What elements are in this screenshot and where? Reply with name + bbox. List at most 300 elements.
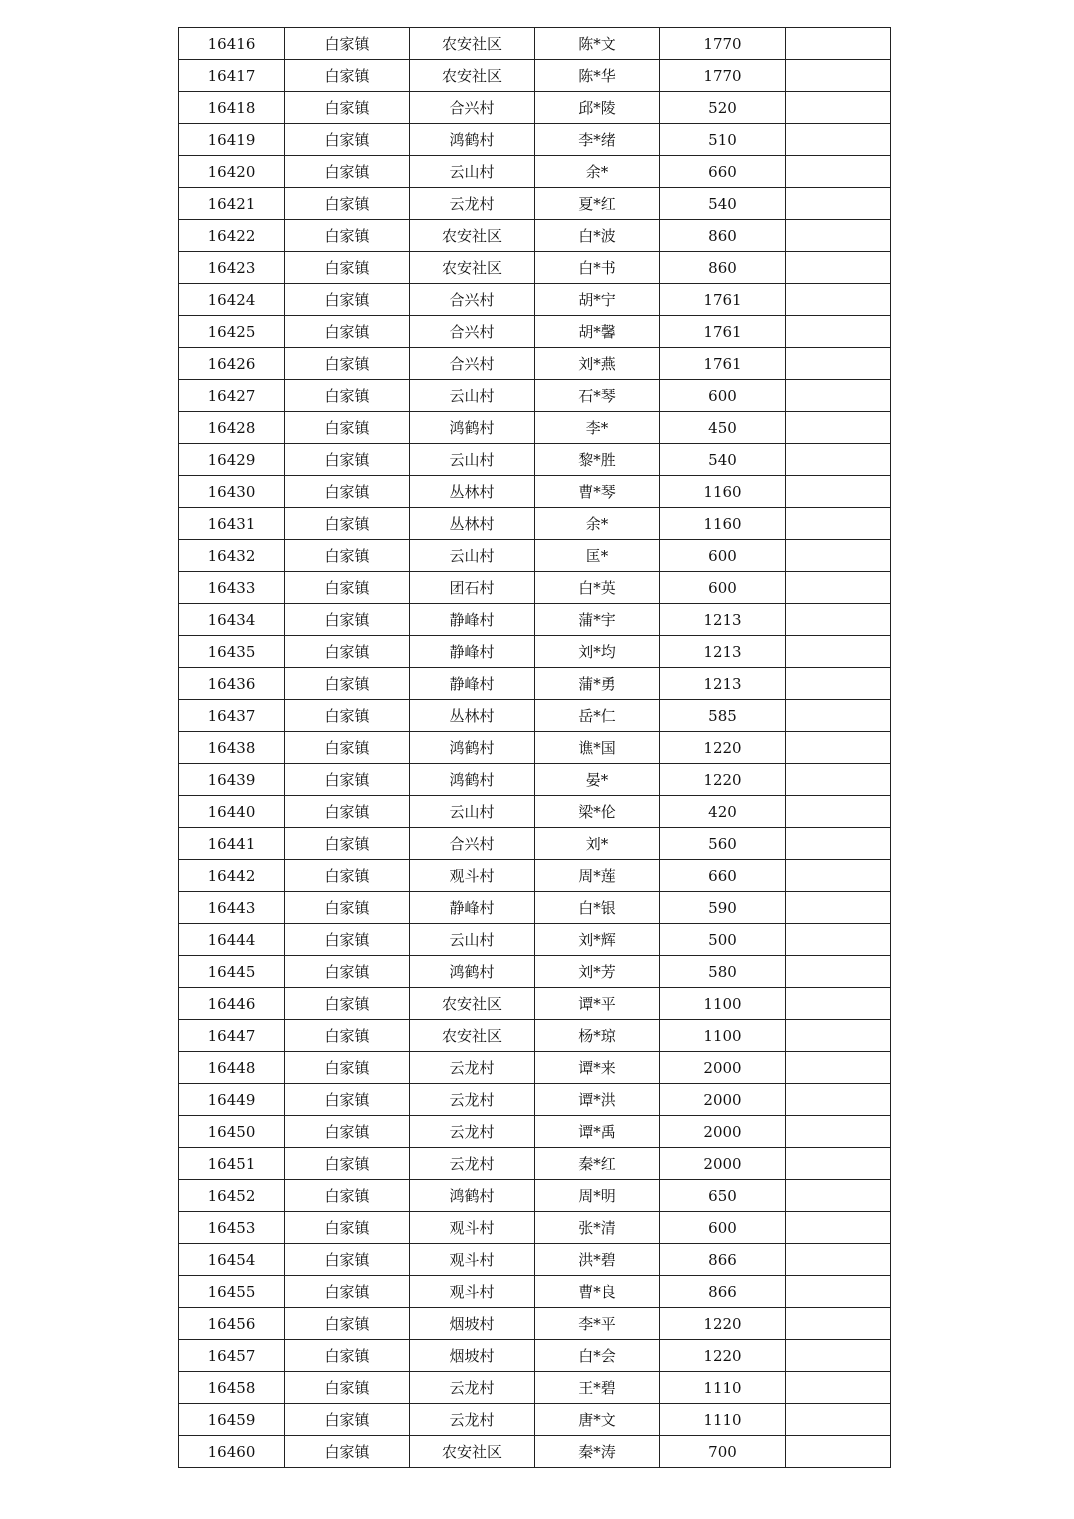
- amount-cell: 1100: [660, 988, 786, 1020]
- remark-cell: [786, 1308, 891, 1340]
- town-cell: 白家镇: [285, 252, 410, 284]
- row-number-cell: 16443: [179, 892, 285, 924]
- table-row: [179, 316, 891, 348]
- amount-cell: 860: [660, 252, 786, 284]
- row-number-cell: 16454: [179, 1244, 285, 1276]
- amount-cell: 1110: [660, 1404, 786, 1436]
- amount-cell: 1761: [660, 316, 786, 348]
- village-cell: 农安社区: [410, 1436, 535, 1468]
- name-cell: 白*银: [535, 892, 660, 924]
- village-cell: 农安社区: [410, 252, 535, 284]
- village-cell: 农安社区: [410, 988, 535, 1020]
- town-cell: 白家镇: [285, 60, 410, 92]
- amount-cell: 540: [660, 444, 786, 476]
- remark-cell: [786, 668, 891, 700]
- table-row: [179, 572, 891, 604]
- table-row: [179, 796, 891, 828]
- village-cell: 农安社区: [410, 60, 535, 92]
- remark-cell: [786, 348, 891, 380]
- town-cell: 白家镇: [285, 700, 410, 732]
- village-cell: 鸿鹤村: [410, 764, 535, 796]
- table-row: [179, 1340, 891, 1372]
- amount-cell: 580: [660, 956, 786, 988]
- table-row: [179, 1052, 891, 1084]
- village-cell: 静峰村: [410, 892, 535, 924]
- remark-cell: [786, 28, 891, 60]
- amount-cell: 600: [660, 380, 786, 412]
- amount-cell: 866: [660, 1244, 786, 1276]
- village-cell: 合兴村: [410, 284, 535, 316]
- village-cell: 观斗村: [410, 860, 535, 892]
- row-number-cell: 16423: [179, 252, 285, 284]
- town-cell: 白家镇: [285, 1436, 410, 1468]
- village-cell: 云龙村: [410, 1052, 535, 1084]
- table-row: [179, 1020, 891, 1052]
- row-number-cell: 16416: [179, 28, 285, 60]
- town-cell: 白家镇: [285, 540, 410, 572]
- name-cell: 白*英: [535, 572, 660, 604]
- name-cell: 周*明: [535, 1180, 660, 1212]
- remark-cell: [786, 572, 891, 604]
- name-cell: 曹*琴: [535, 476, 660, 508]
- name-cell: 李*: [535, 412, 660, 444]
- name-cell: 晏*: [535, 764, 660, 796]
- village-cell: 静峰村: [410, 636, 535, 668]
- row-number-cell: 16436: [179, 668, 285, 700]
- amount-cell: 2000: [660, 1116, 786, 1148]
- amount-cell: 1213: [660, 668, 786, 700]
- table-row: [179, 1244, 891, 1276]
- remark-cell: [786, 1116, 891, 1148]
- name-cell: 白*波: [535, 220, 660, 252]
- table-row: [179, 156, 891, 188]
- row-number-cell: 16456: [179, 1308, 285, 1340]
- town-cell: 白家镇: [285, 956, 410, 988]
- row-number-cell: 16442: [179, 860, 285, 892]
- row-number-cell: 16424: [179, 284, 285, 316]
- remark-cell: [786, 444, 891, 476]
- table-row: [179, 348, 891, 380]
- remark-cell: [786, 956, 891, 988]
- remark-cell: [786, 1404, 891, 1436]
- row-number-cell: 16425: [179, 316, 285, 348]
- town-cell: 白家镇: [285, 732, 410, 764]
- data-table: [178, 27, 891, 1468]
- village-cell: 农安社区: [410, 28, 535, 60]
- amount-cell: 2000: [660, 1052, 786, 1084]
- name-cell: 余*: [535, 156, 660, 188]
- name-cell: 匡*: [535, 540, 660, 572]
- row-number-cell: 16427: [179, 380, 285, 412]
- name-cell: 夏*红: [535, 188, 660, 220]
- row-number-cell: 16452: [179, 1180, 285, 1212]
- remark-cell: [786, 124, 891, 156]
- village-cell: 观斗村: [410, 1212, 535, 1244]
- village-cell: 丛林村: [410, 476, 535, 508]
- town-cell: 白家镇: [285, 1084, 410, 1116]
- town-cell: 白家镇: [285, 92, 410, 124]
- remark-cell: [786, 284, 891, 316]
- name-cell: 李*平: [535, 1308, 660, 1340]
- amount-cell: 1110: [660, 1372, 786, 1404]
- town-cell: 白家镇: [285, 604, 410, 636]
- name-cell: 周*莲: [535, 860, 660, 892]
- town-cell: 白家镇: [285, 1372, 410, 1404]
- name-cell: 唐*文: [535, 1404, 660, 1436]
- town-cell: 白家镇: [285, 1212, 410, 1244]
- row-number-cell: 16437: [179, 700, 285, 732]
- amount-cell: 520: [660, 92, 786, 124]
- village-cell: 观斗村: [410, 1244, 535, 1276]
- village-cell: 云龙村: [410, 1148, 535, 1180]
- table-row: [179, 1212, 891, 1244]
- name-cell: 余*: [535, 508, 660, 540]
- table-row: [179, 924, 891, 956]
- amount-cell: 1770: [660, 60, 786, 92]
- town-cell: 白家镇: [285, 1020, 410, 1052]
- town-cell: 白家镇: [285, 348, 410, 380]
- row-number-cell: 16428: [179, 412, 285, 444]
- row-number-cell: 16451: [179, 1148, 285, 1180]
- name-cell: 蒲*宇: [535, 604, 660, 636]
- remark-cell: [786, 252, 891, 284]
- name-cell: 刘*辉: [535, 924, 660, 956]
- remark-cell: [786, 92, 891, 124]
- remark-cell: [786, 796, 891, 828]
- remark-cell: [786, 700, 891, 732]
- table-row: [179, 284, 891, 316]
- town-cell: 白家镇: [285, 828, 410, 860]
- town-cell: 白家镇: [285, 796, 410, 828]
- table-row: [179, 1436, 891, 1468]
- remark-cell: [786, 1052, 891, 1084]
- table-row: [179, 188, 891, 220]
- town-cell: 白家镇: [285, 476, 410, 508]
- amount-cell: 585: [660, 700, 786, 732]
- amount-cell: 1213: [660, 604, 786, 636]
- name-cell: 刘*: [535, 828, 660, 860]
- name-cell: 胡*馨: [535, 316, 660, 348]
- row-number-cell: 16426: [179, 348, 285, 380]
- name-cell: 白*书: [535, 252, 660, 284]
- row-number-cell: 16419: [179, 124, 285, 156]
- name-cell: 岳*仁: [535, 700, 660, 732]
- amount-cell: 1100: [660, 1020, 786, 1052]
- remark-cell: [786, 828, 891, 860]
- table-row: [179, 700, 891, 732]
- amount-cell: 500: [660, 924, 786, 956]
- village-cell: 合兴村: [410, 316, 535, 348]
- table-row: [179, 28, 891, 60]
- remark-cell: [786, 636, 891, 668]
- name-cell: 谭*禹: [535, 1116, 660, 1148]
- name-cell: 谭*洪: [535, 1084, 660, 1116]
- remark-cell: [786, 1148, 891, 1180]
- amount-cell: 2000: [660, 1148, 786, 1180]
- name-cell: 黎*胜: [535, 444, 660, 476]
- town-cell: 白家镇: [285, 124, 410, 156]
- amount-cell: 1160: [660, 508, 786, 540]
- table-row: [179, 828, 891, 860]
- name-cell: 曹*良: [535, 1276, 660, 1308]
- row-number-cell: 16459: [179, 1404, 285, 1436]
- remark-cell: [786, 892, 891, 924]
- table-row: [179, 540, 891, 572]
- row-number-cell: 16429: [179, 444, 285, 476]
- remark-cell: [786, 732, 891, 764]
- amount-cell: 860: [660, 220, 786, 252]
- name-cell: 白*会: [535, 1340, 660, 1372]
- name-cell: 谯*国: [535, 732, 660, 764]
- town-cell: 白家镇: [285, 892, 410, 924]
- row-number-cell: 16431: [179, 508, 285, 540]
- remark-cell: [786, 1372, 891, 1404]
- remark-cell: [786, 1212, 891, 1244]
- table-row: [179, 1276, 891, 1308]
- amount-cell: 420: [660, 796, 786, 828]
- name-cell: 王*碧: [535, 1372, 660, 1404]
- remark-cell: [786, 508, 891, 540]
- amount-cell: 1220: [660, 1308, 786, 1340]
- row-number-cell: 16434: [179, 604, 285, 636]
- town-cell: 白家镇: [285, 380, 410, 412]
- amount-cell: 510: [660, 124, 786, 156]
- town-cell: 白家镇: [285, 924, 410, 956]
- village-cell: 合兴村: [410, 828, 535, 860]
- row-number-cell: 16450: [179, 1116, 285, 1148]
- table-row: [179, 1148, 891, 1180]
- table-row: [179, 220, 891, 252]
- amount-cell: 650: [660, 1180, 786, 1212]
- table-row: [179, 604, 891, 636]
- town-cell: 白家镇: [285, 444, 410, 476]
- town-cell: 白家镇: [285, 1180, 410, 1212]
- remark-cell: [786, 60, 891, 92]
- village-cell: 鸿鹤村: [410, 412, 535, 444]
- row-number-cell: 16440: [179, 796, 285, 828]
- table-row: [179, 1116, 891, 1148]
- remark-cell: [786, 316, 891, 348]
- row-number-cell: 16418: [179, 92, 285, 124]
- village-cell: 云龙村: [410, 1372, 535, 1404]
- row-number-cell: 16432: [179, 540, 285, 572]
- village-cell: 农安社区: [410, 220, 535, 252]
- row-number-cell: 16420: [179, 156, 285, 188]
- remark-cell: [786, 1340, 891, 1372]
- table-row: [179, 92, 891, 124]
- remark-cell: [786, 1276, 891, 1308]
- village-cell: 云山村: [410, 540, 535, 572]
- town-cell: 白家镇: [285, 284, 410, 316]
- name-cell: 谭*平: [535, 988, 660, 1020]
- table-row: [179, 252, 891, 284]
- table-row: [179, 988, 891, 1020]
- table-row: [179, 764, 891, 796]
- remark-cell: [786, 860, 891, 892]
- remark-cell: [786, 924, 891, 956]
- amount-cell: 2000: [660, 1084, 786, 1116]
- amount-cell: 700: [660, 1436, 786, 1468]
- village-cell: 云龙村: [410, 188, 535, 220]
- town-cell: 白家镇: [285, 1148, 410, 1180]
- village-cell: 云山村: [410, 380, 535, 412]
- amount-cell: 1160: [660, 476, 786, 508]
- name-cell: 刘*芳: [535, 956, 660, 988]
- amount-cell: 1761: [660, 284, 786, 316]
- row-number-cell: 16430: [179, 476, 285, 508]
- name-cell: 陈*华: [535, 60, 660, 92]
- remark-cell: [786, 476, 891, 508]
- amount-cell: 600: [660, 540, 786, 572]
- amount-cell: 590: [660, 892, 786, 924]
- town-cell: 白家镇: [285, 1308, 410, 1340]
- table-row: [179, 956, 891, 988]
- town-cell: 白家镇: [285, 572, 410, 604]
- row-number-cell: 16446: [179, 988, 285, 1020]
- name-cell: 李*绪: [535, 124, 660, 156]
- village-cell: 云山村: [410, 444, 535, 476]
- village-cell: 农安社区: [410, 1020, 535, 1052]
- village-cell: 静峰村: [410, 668, 535, 700]
- row-number-cell: 16444: [179, 924, 285, 956]
- village-cell: 烟坡村: [410, 1308, 535, 1340]
- amount-cell: 1761: [660, 348, 786, 380]
- table-row: [179, 1372, 891, 1404]
- amount-cell: 1213: [660, 636, 786, 668]
- village-cell: 云山村: [410, 796, 535, 828]
- remark-cell: [786, 540, 891, 572]
- town-cell: 白家镇: [285, 220, 410, 252]
- table-row: [179, 60, 891, 92]
- row-number-cell: 16458: [179, 1372, 285, 1404]
- village-cell: 云龙村: [410, 1404, 535, 1436]
- table-row: [179, 124, 891, 156]
- table-row: [179, 1404, 891, 1436]
- village-cell: 鸿鹤村: [410, 956, 535, 988]
- row-number-cell: 16439: [179, 764, 285, 796]
- remark-cell: [786, 604, 891, 636]
- table-row: [179, 380, 891, 412]
- amount-cell: 600: [660, 1212, 786, 1244]
- row-number-cell: 16449: [179, 1084, 285, 1116]
- village-cell: 云龙村: [410, 1116, 535, 1148]
- town-cell: 白家镇: [285, 1340, 410, 1372]
- name-cell: 梁*伦: [535, 796, 660, 828]
- remark-cell: [786, 764, 891, 796]
- row-number-cell: 16422: [179, 220, 285, 252]
- village-cell: 云山村: [410, 924, 535, 956]
- remark-cell: [786, 1020, 891, 1052]
- town-cell: 白家镇: [285, 1116, 410, 1148]
- remark-cell: [786, 220, 891, 252]
- town-cell: 白家镇: [285, 860, 410, 892]
- village-cell: 合兴村: [410, 348, 535, 380]
- row-number-cell: 16453: [179, 1212, 285, 1244]
- town-cell: 白家镇: [285, 1276, 410, 1308]
- row-number-cell: 16445: [179, 956, 285, 988]
- name-cell: 邱*陵: [535, 92, 660, 124]
- table-row: [179, 1084, 891, 1116]
- village-cell: 鸿鹤村: [410, 1180, 535, 1212]
- village-cell: 丛林村: [410, 508, 535, 540]
- village-cell: 烟坡村: [410, 1340, 535, 1372]
- table-row: [179, 732, 891, 764]
- amount-cell: 450: [660, 412, 786, 444]
- remark-cell: [786, 1180, 891, 1212]
- remark-cell: [786, 156, 891, 188]
- village-cell: 观斗村: [410, 1276, 535, 1308]
- row-number-cell: 16417: [179, 60, 285, 92]
- town-cell: 白家镇: [285, 508, 410, 540]
- name-cell: 胡*宁: [535, 284, 660, 316]
- village-cell: 云龙村: [410, 1084, 535, 1116]
- amount-cell: 660: [660, 860, 786, 892]
- town-cell: 白家镇: [285, 636, 410, 668]
- town-cell: 白家镇: [285, 988, 410, 1020]
- amount-cell: 660: [660, 156, 786, 188]
- village-cell: 鸿鹤村: [410, 124, 535, 156]
- amount-cell: 540: [660, 188, 786, 220]
- row-number-cell: 16447: [179, 1020, 285, 1052]
- town-cell: 白家镇: [285, 316, 410, 348]
- amount-cell: 1220: [660, 764, 786, 796]
- village-cell: 静峰村: [410, 604, 535, 636]
- name-cell: 秦*涛: [535, 1436, 660, 1468]
- remark-cell: [786, 380, 891, 412]
- town-cell: 白家镇: [285, 28, 410, 60]
- town-cell: 白家镇: [285, 1404, 410, 1436]
- table-row: [179, 860, 891, 892]
- name-cell: 杨*琼: [535, 1020, 660, 1052]
- table-row: [179, 668, 891, 700]
- town-cell: 白家镇: [285, 156, 410, 188]
- row-number-cell: 16438: [179, 732, 285, 764]
- village-cell: 丛林村: [410, 700, 535, 732]
- table-row: [179, 1308, 891, 1340]
- row-number-cell: 16435: [179, 636, 285, 668]
- table-row: [179, 444, 891, 476]
- row-number-cell: 16460: [179, 1436, 285, 1468]
- amount-cell: 1770: [660, 28, 786, 60]
- amount-cell: 1220: [660, 732, 786, 764]
- name-cell: 洪*碧: [535, 1244, 660, 1276]
- row-number-cell: 16433: [179, 572, 285, 604]
- name-cell: 刘*均: [535, 636, 660, 668]
- row-number-cell: 16448: [179, 1052, 285, 1084]
- table-body: [179, 28, 891, 1468]
- town-cell: 白家镇: [285, 188, 410, 220]
- village-cell: 鸿鹤村: [410, 732, 535, 764]
- row-number-cell: 16457: [179, 1340, 285, 1372]
- name-cell: 陈*文: [535, 28, 660, 60]
- remark-cell: [786, 188, 891, 220]
- name-cell: 刘*燕: [535, 348, 660, 380]
- amount-cell: 866: [660, 1276, 786, 1308]
- amount-cell: 1220: [660, 1340, 786, 1372]
- remark-cell: [786, 1244, 891, 1276]
- name-cell: 蒲*勇: [535, 668, 660, 700]
- table-row: [179, 508, 891, 540]
- table-row: [179, 892, 891, 924]
- row-number-cell: 16441: [179, 828, 285, 860]
- remark-cell: [786, 1084, 891, 1116]
- amount-cell: 600: [660, 572, 786, 604]
- town-cell: 白家镇: [285, 764, 410, 796]
- name-cell: 张*清: [535, 1212, 660, 1244]
- village-cell: 云山村: [410, 156, 535, 188]
- amount-cell: 560: [660, 828, 786, 860]
- table-row: [179, 412, 891, 444]
